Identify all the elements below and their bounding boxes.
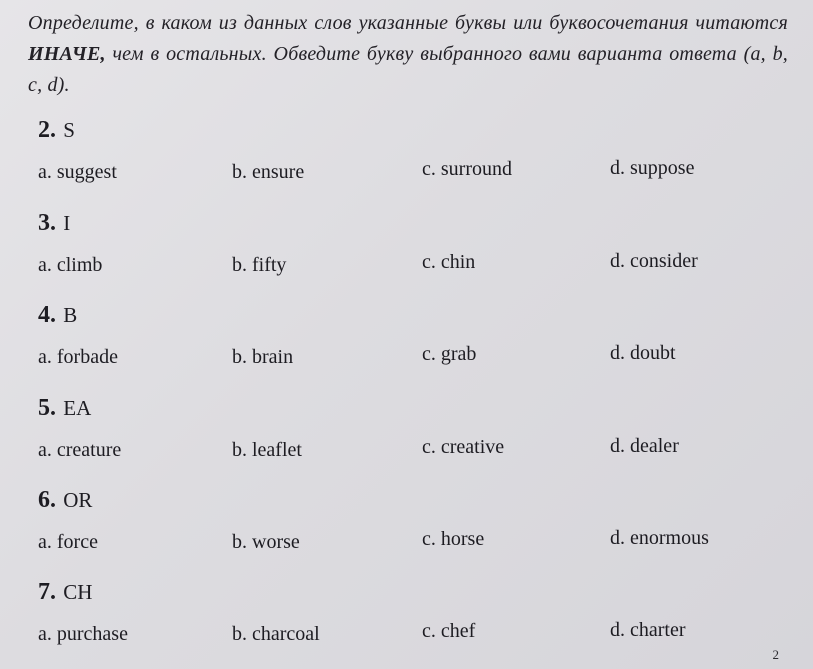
question-header	[38, 393, 778, 423]
question-letters: EA	[63, 396, 92, 420]
answer-options	[38, 619, 778, 658]
question-2	[38, 115, 778, 196]
question-letters: B	[63, 303, 78, 327]
option-c[interactable]: c. creative	[422, 436, 505, 458]
option-b[interactable]: b. leaflet	[232, 439, 302, 461]
answer-options	[38, 435, 778, 474]
question-letters: I	[63, 211, 71, 235]
question-header	[38, 485, 778, 515]
question-number: 4.	[38, 302, 56, 328]
option-a[interactable]: a. suggest	[38, 161, 117, 183]
question-letters: CH	[63, 580, 93, 604]
question-7	[38, 577, 778, 658]
option-b[interactable]: b. ensure	[232, 161, 305, 183]
question-header	[38, 208, 778, 238]
option-b[interactable]: b. worse	[232, 531, 300, 553]
question-number: 5.	[38, 395, 56, 421]
option-d[interactable]: d. dealer	[610, 435, 679, 457]
option-c[interactable]: c. grab	[422, 343, 477, 365]
page-number: 2	[772, 647, 779, 662]
answer-options	[38, 157, 778, 196]
instructions	[28, 8, 788, 101]
option-b[interactable]: b. fifty	[232, 254, 287, 276]
instructions-emphasis: ИНАЧЕ,	[28, 43, 106, 65]
question-5	[38, 393, 778, 474]
instructions-text-2: чем в остальных. Обведите букву выбранного вами варианта ответа (a, b, c, d).	[28, 43, 788, 96]
option-a[interactable]: a. creature	[38, 439, 122, 461]
question-6	[38, 485, 778, 566]
option-a[interactable]: a. purchase	[38, 623, 128, 645]
question-letters: S	[63, 118, 75, 142]
question-number: 2.	[38, 117, 56, 143]
option-d[interactable]: d. consider	[610, 250, 698, 272]
answer-options	[38, 527, 778, 566]
option-d[interactable]: d. enormous	[610, 527, 709, 549]
answer-options	[38, 342, 778, 381]
option-b[interactable]: b. brain	[232, 346, 294, 368]
question-3	[38, 208, 778, 289]
question-header	[38, 300, 778, 330]
question-letters: OR	[63, 488, 93, 512]
option-d[interactable]: d. doubt	[610, 342, 676, 364]
option-a[interactable]: a. climb	[38, 254, 103, 276]
option-c[interactable]: c. chin	[422, 251, 476, 273]
instructions-text-1: Определите, в каком из данных слов указанные буквы или буквосочетания читаются	[28, 12, 788, 34]
option-c[interactable]: c. surround	[422, 158, 512, 180]
option-a[interactable]: a. forbade	[38, 346, 118, 368]
question-number: 7.	[38, 579, 56, 605]
option-a[interactable]: a. force	[38, 531, 98, 553]
question-4	[38, 300, 778, 381]
option-c[interactable]: c. chef	[422, 620, 476, 642]
question-number: 6.	[38, 487, 56, 513]
option-d[interactable]: d. suppose	[610, 157, 695, 179]
question-header	[38, 577, 778, 607]
option-c[interactable]: c. horse	[422, 528, 485, 550]
question-header	[38, 115, 778, 145]
option-d[interactable]: d. charter	[610, 619, 686, 641]
question-number: 3.	[38, 210, 56, 236]
answer-options	[38, 250, 778, 289]
option-b[interactable]: b. charcoal	[232, 623, 320, 645]
